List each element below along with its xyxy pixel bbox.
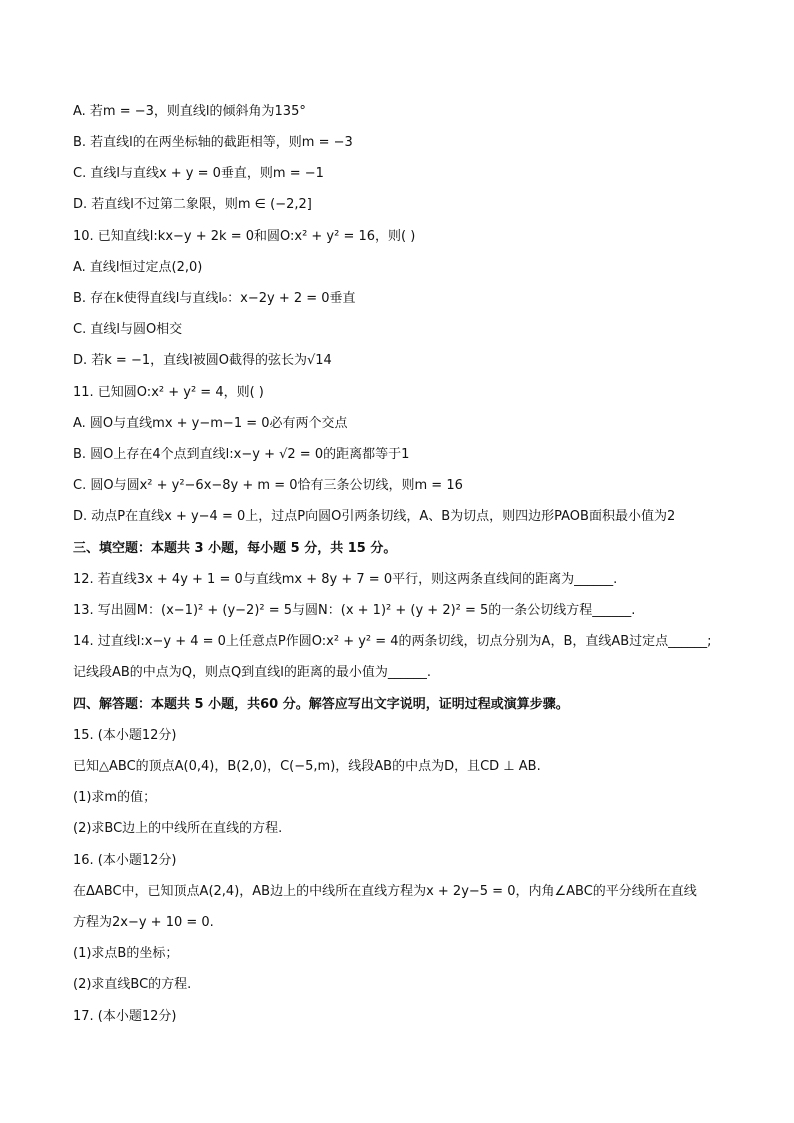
option-9b: B. 若直线l的在两坐标轴的截距相等，则m = −3 xyxy=(73,135,353,150)
question-17-header: 17. (本小题12分) xyxy=(73,1009,177,1024)
option-10a: A. 直线l恒过定点(2,0) xyxy=(73,260,203,275)
question-12: 12. 若直线3x + 4y + 1 = 0与直线mx + 8y + 7 = 0平行，则这两条直线间的距离为______. xyxy=(73,572,618,587)
option-9d: D. 若直线l不过第二象限，则m ∈ (−2,2] xyxy=(73,197,312,212)
question-15-stem: 已知△ABC的顶点A(0,4)，B(2,0)，C(−5,m)，线段AB的中点为D，且CD ⊥ AB. xyxy=(73,759,541,774)
question-13: 13. 写出圆M：(x−1)² + (y−2)² = 5与圆N：(x + 1)² + (y + 2)² = 5的一条公切线方程______. xyxy=(73,603,636,618)
question-15-header: 15. (本小题12分) xyxy=(73,728,177,743)
option-10c: C. 直线l与圆O相交 xyxy=(73,322,183,337)
question-10: 10. 已知直线l:kx−y + 2k = 0和圆O:x² + y² = 16，则( ) xyxy=(73,229,416,244)
question-14-part-2: 记线段AB的中点为Q，则点Q到直线l的距离的最小值为______. xyxy=(73,665,432,680)
question-14-part-1: 14. 过直线l:x−y + 4 = 0上任意点P作圆O:x² + y² = 4的两条切线，切点分别为A，B，直线AB过定点______; xyxy=(73,634,712,649)
question-16-part-1: (1)求点B的坐标； xyxy=(73,946,179,961)
option-11d: D. 动点P在直线x + y−4 = 0上，过点P向圆O引两条切线，A、B为切点，则四边形PAOB面积最小值为2 xyxy=(73,509,676,524)
question-16-stem-2: 方程为2x−y + 10 = 0. xyxy=(73,915,214,930)
question-15-part-2: (2)求BC边上的中线所在直线的方程. xyxy=(73,821,283,836)
question-11: 11. 已知圆O:x² + y² = 4，则( ) xyxy=(73,385,264,400)
option-11b: B. 圆O上存在4个点到直线l:x−y + √2 = 0的距离都等于1 xyxy=(73,447,410,462)
option-9c: C. 直线l与直线x + y = 0垂直，则m = −1 xyxy=(73,166,324,181)
option-10b: B. 存在k使得直线l与直线l₀：x−2y + 2 = 0垂直 xyxy=(73,291,356,306)
option-11a: A. 圆O与直线mx + y−m−1 = 0必有两个交点 xyxy=(73,416,348,431)
option-11c: C. 圆O与圆x² + y²−6x−8y + m = 0恰有三条公切线，则m = 16 xyxy=(73,478,463,493)
option-10d: D. 若k = −1，直线l被圆O截得的弦长为√14 xyxy=(73,353,332,368)
option-9a: A. 若m = −3，则直线l的倾斜角为135° xyxy=(73,104,306,119)
question-15-part-1: (1)求m的值； xyxy=(73,790,157,805)
question-16-part-2: (2)求直线BC的方程. xyxy=(73,977,192,992)
question-16-header: 16. (本小题12分) xyxy=(73,853,177,868)
section-fill-in-heading: 三、填空题：本题共 3 小题，每小题 5 分，共 15 分。 xyxy=(73,541,397,556)
section-answer-heading: 四、解答题：本题共 5 小题，共60 分。解答应写出文字说明，证明过程或演算步骤。 xyxy=(73,697,569,712)
question-16-stem-1: 在ΔABC中，已知顶点A(2,4)，AB边上的中线所在直线方程为x + 2y−5 = 0，内角∠ABC的平分线所在直线 xyxy=(73,884,697,899)
